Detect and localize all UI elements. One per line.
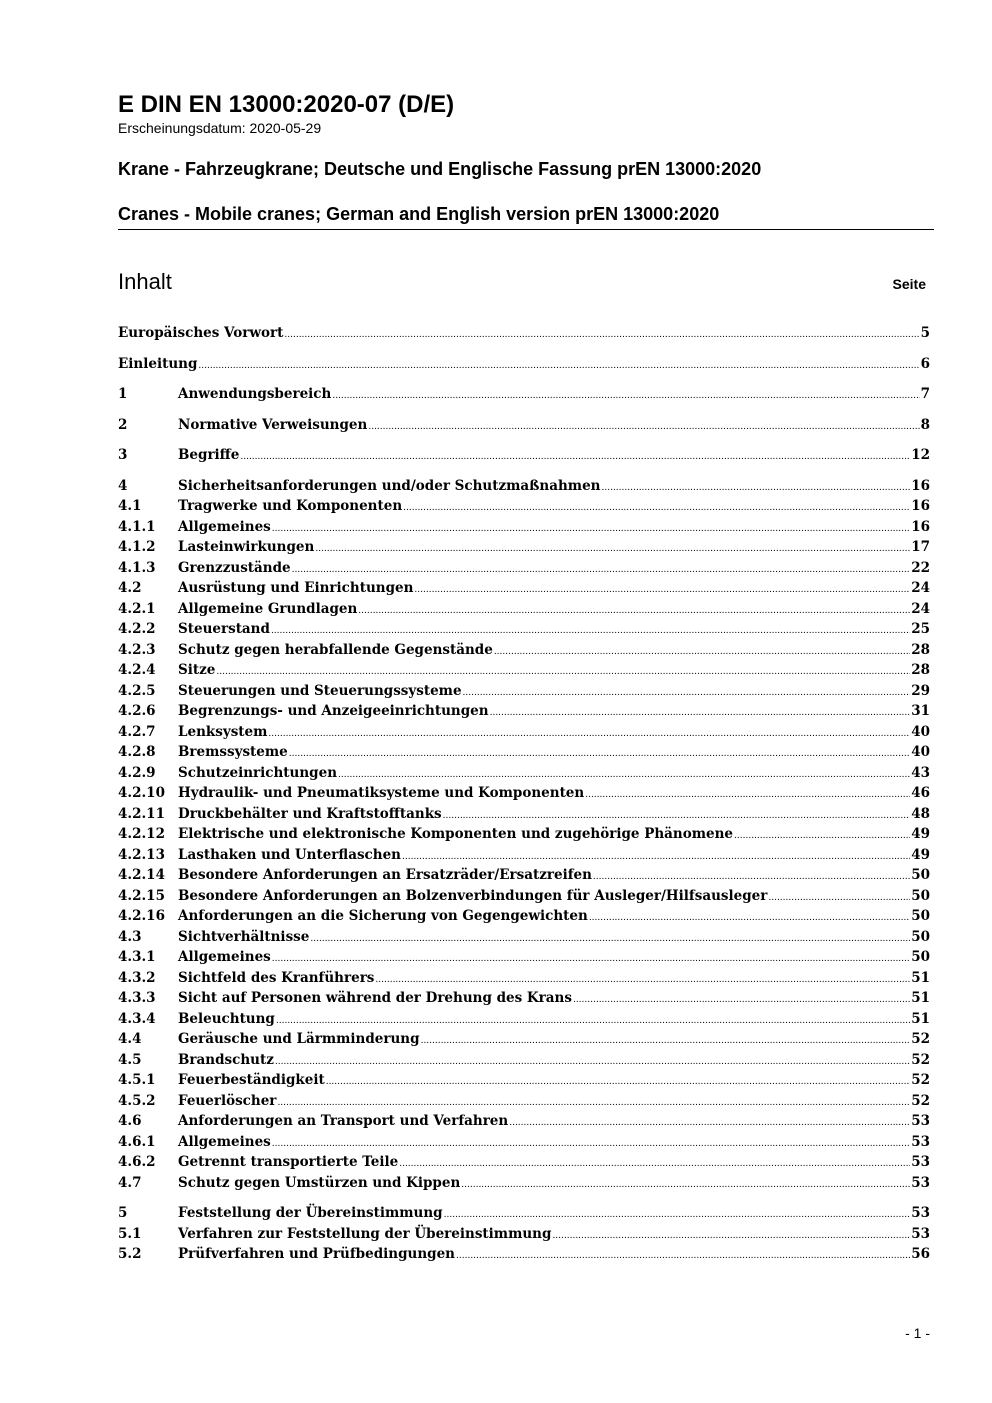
toc-dot-leader bbox=[276, 1011, 910, 1027]
toc-entry[interactable] bbox=[118, 1113, 930, 1134]
toc-entry-label: Besondere Anforderungen an Bolzenverbindungen für Ausleger/Hilfsausleger bbox=[178, 887, 768, 904]
toc-dot-leader bbox=[494, 642, 910, 658]
toc-dot-leader bbox=[443, 806, 911, 822]
toc-entry-page: 53 bbox=[911, 1225, 930, 1242]
toc-entry[interactable] bbox=[118, 447, 930, 468]
toc-dot-leader bbox=[284, 325, 919, 341]
toc-entry-page: 24 bbox=[911, 600, 930, 617]
toc-dot-leader bbox=[268, 724, 910, 740]
toc-entry-page: 51 bbox=[911, 1010, 930, 1027]
toc-entry-page: 25 bbox=[911, 621, 930, 637]
toc-entry[interactable] bbox=[118, 662, 930, 683]
toc-entry[interactable] bbox=[118, 990, 930, 1011]
toc-entry-label: Verfahren zur Feststellung der Übereinstimmung bbox=[178, 1225, 552, 1242]
toc-entry-number: 4.1 bbox=[118, 498, 142, 514]
toc-entry-label: Hydraulik- und Pneumatiksysteme und Komponenten bbox=[178, 785, 585, 801]
toc-entry-page: 43 bbox=[911, 764, 930, 781]
toc-entry-page: 53 bbox=[911, 1154, 930, 1170]
toc-entry-label: Begrenzungs- und Anzeigeeinrichtungen bbox=[178, 703, 489, 719]
toc-entry-label: Allgemeines bbox=[178, 518, 271, 535]
toc-entry-label: Europäisches Vorwort bbox=[118, 325, 284, 341]
toc-entry-label: Feuerlöscher bbox=[178, 1092, 277, 1109]
toc-entry[interactable] bbox=[118, 1205, 930, 1226]
toc-entry-label: Geräusche und Lärmminderung bbox=[178, 1031, 420, 1047]
toc-entry-label: Normative Verweisungen bbox=[178, 416, 368, 433]
toc-entry-number: 4.3 bbox=[118, 928, 142, 945]
toc-dot-leader bbox=[272, 1134, 910, 1150]
toc-entry-page: 53 bbox=[911, 1205, 930, 1221]
toc-entry-page: 52 bbox=[911, 1031, 930, 1047]
toc-entry-label: Schutz gegen Umstürzen und Kippen bbox=[178, 1174, 461, 1191]
toc-entry-label: Druckbehälter und Kraftstofftanks bbox=[178, 805, 442, 822]
toc-entry-page: 52 bbox=[911, 1072, 930, 1088]
toc-dot-leader bbox=[216, 662, 910, 678]
toc-dot-leader bbox=[240, 447, 910, 463]
toc-entry-number: 4.6 bbox=[118, 1113, 142, 1129]
toc-dot-leader bbox=[368, 417, 919, 433]
toc-entry[interactable] bbox=[118, 1246, 930, 1267]
toc-entry-number: 1 bbox=[118, 386, 128, 402]
toc-entry[interactable] bbox=[118, 621, 930, 642]
toc-entry[interactable] bbox=[118, 478, 930, 499]
toc-entry-page: 6 bbox=[920, 355, 930, 372]
toc-entry[interactable] bbox=[118, 847, 930, 868]
toc-entry-label: Bremssysteme bbox=[178, 744, 288, 760]
table-of-contents bbox=[118, 325, 930, 1267]
toc-entry-page: 53 bbox=[911, 1113, 930, 1129]
toc-entry[interactable] bbox=[118, 908, 930, 929]
toc-dot-leader bbox=[461, 1175, 910, 1191]
toc-entry[interactable] bbox=[118, 806, 930, 827]
toc-entry[interactable] bbox=[118, 1226, 930, 1247]
toc-entry-page: 52 bbox=[911, 1051, 930, 1068]
toc-entry-page: 40 bbox=[911, 744, 930, 760]
toc-entry[interactable] bbox=[118, 765, 930, 786]
toc-entry-page: 8 bbox=[920, 416, 930, 433]
toc-entry-number: 4.2.3 bbox=[118, 641, 156, 658]
toc-dot-leader bbox=[292, 560, 911, 576]
toc-entry-page: 51 bbox=[911, 990, 930, 1006]
toc-dot-leader bbox=[198, 356, 919, 372]
toc-entry-page: 31 bbox=[911, 703, 930, 719]
toc-entry-label: Steuerstand bbox=[178, 621, 270, 637]
toc-dot-leader bbox=[573, 990, 910, 1006]
toc-entry[interactable] bbox=[118, 1052, 930, 1073]
toc-entry-page: 24 bbox=[911, 580, 930, 596]
toc-entry-label: Sitze bbox=[178, 662, 216, 678]
toc-entry-number: 2 bbox=[118, 416, 128, 433]
toc-entry-number: 4.7 bbox=[118, 1174, 142, 1191]
toc-entry-number: 4.2 bbox=[118, 580, 142, 596]
toc-entry-page: 29 bbox=[911, 682, 930, 699]
toc-entry[interactable] bbox=[118, 560, 930, 581]
toc-entry-label: Allgemeines bbox=[178, 1133, 271, 1150]
toc-dot-leader bbox=[272, 949, 910, 965]
toc-dot-leader bbox=[444, 1205, 911, 1221]
toc-entry-label: Besondere Anforderungen an Ersatzräder/Ersatzreifen bbox=[178, 867, 592, 883]
page-number: - 1 - bbox=[905, 1325, 930, 1341]
toc-entry-page: 50 bbox=[911, 867, 930, 883]
toc-dot-leader bbox=[375, 970, 910, 986]
toc-dot-leader bbox=[490, 703, 911, 719]
toc-entry-label: Ausrüstung und Einrichtungen bbox=[178, 580, 414, 596]
toc-entry-page: 28 bbox=[911, 641, 930, 658]
toc-entry-page: 53 bbox=[911, 1174, 930, 1191]
toc-entry-number: 4.1.3 bbox=[118, 559, 156, 576]
toc-entry[interactable] bbox=[118, 724, 930, 745]
toc-entry-label: Lasteinwirkungen bbox=[178, 539, 315, 555]
toc-entry-page: 17 bbox=[911, 539, 930, 555]
toc-entry-label: Feuerbeständigkeit bbox=[178, 1072, 325, 1088]
toc-entry-page: 48 bbox=[911, 805, 930, 822]
toc-entry-page: 49 bbox=[911, 846, 930, 863]
toc-entry[interactable] bbox=[118, 386, 930, 407]
toc-entry[interactable] bbox=[118, 1072, 930, 1093]
toc-entry[interactable] bbox=[118, 580, 930, 601]
toc-entry-number: 4.2.1 bbox=[118, 600, 156, 617]
toc-entry-label: Prüfverfahren und Prüfbedingungen bbox=[178, 1246, 456, 1262]
toc-entry-number: 4.6.1 bbox=[118, 1133, 156, 1150]
toc-entry-label: Sicherheitsanforderungen und/oder Schutzmaßnahmen bbox=[178, 477, 601, 494]
toc-entry-page: 49 bbox=[911, 826, 930, 842]
toc-entry-page: 5 bbox=[920, 325, 930, 341]
toc-entry-page: 7 bbox=[920, 386, 930, 402]
toc-entry[interactable] bbox=[118, 703, 930, 724]
toc-dot-leader bbox=[602, 478, 911, 494]
toc-entry[interactable] bbox=[118, 826, 930, 847]
toc-dot-leader bbox=[358, 601, 910, 617]
toc-entry-number: 4.2.9 bbox=[118, 764, 156, 781]
toc-dot-leader bbox=[734, 826, 910, 842]
toc-dot-leader bbox=[509, 1113, 910, 1129]
title-english: Cranes - Mobile cranes; German and English version prEN 13000:2020 bbox=[118, 204, 720, 224]
toc-entry-label: Grenzzustände bbox=[178, 559, 291, 576]
toc-dot-leader bbox=[589, 908, 910, 924]
toc-entry[interactable] bbox=[118, 970, 930, 991]
toc-entry-page: 22 bbox=[911, 559, 930, 576]
title-german: Krane - Fahrzeugkrane; Deutsche und Englische Fassung prEN 13000:2020 bbox=[118, 159, 762, 179]
toc-entry-label: Getrennt transportierte Teile bbox=[178, 1154, 399, 1170]
toc-entry-number: 4.2.8 bbox=[118, 744, 156, 760]
toc-entry-label: Brandschutz bbox=[178, 1051, 274, 1068]
toc-entry-number: 4.5.1 bbox=[118, 1072, 156, 1088]
toc-entry[interactable] bbox=[118, 325, 930, 346]
toc-dot-leader bbox=[315, 539, 910, 555]
toc-dot-leader bbox=[768, 888, 910, 904]
toc-dot-leader bbox=[456, 1246, 910, 1262]
toc-entry[interactable] bbox=[118, 1134, 930, 1155]
toc-entry[interactable] bbox=[118, 519, 930, 540]
toc-dot-leader bbox=[338, 765, 910, 781]
toc-entry-label: Allgemeines bbox=[178, 949, 271, 965]
publication-date: Erscheinungsdatum: 2020-05-29 bbox=[118, 120, 322, 136]
toc-entry-number: 3 bbox=[118, 447, 128, 463]
toc-entry[interactable] bbox=[118, 498, 930, 519]
toc-entry-label: Sichtfeld des Kranführers bbox=[178, 969, 375, 986]
toc-entry-number: 4.2.13 bbox=[118, 846, 165, 863]
toc-entry[interactable] bbox=[118, 1093, 930, 1114]
toc-entry-number: 4.2.10 bbox=[118, 785, 165, 801]
document-id: E DIN EN 13000:2020-07 (D/E) bbox=[118, 91, 455, 118]
toc-dot-leader bbox=[593, 867, 910, 883]
toc-entry-page: 51 bbox=[911, 969, 930, 986]
toc-entry-page: 16 bbox=[911, 477, 930, 494]
toc-dot-leader bbox=[403, 498, 910, 514]
document-header bbox=[118, 90, 934, 224]
toc-entry[interactable] bbox=[118, 1175, 930, 1196]
toc-entry-page: 28 bbox=[911, 662, 930, 678]
toc-dot-leader bbox=[552, 1226, 910, 1242]
toc-entry-label: Sicht auf Personen während der Drehung des Krans bbox=[178, 990, 572, 1006]
toc-entry-page: 56 bbox=[911, 1246, 930, 1262]
toc-entry-number: 5 bbox=[118, 1205, 128, 1221]
toc-entry-label: Anwendungsbereich bbox=[178, 386, 332, 402]
header-divider bbox=[118, 229, 934, 230]
toc-entry[interactable] bbox=[118, 1031, 930, 1052]
toc-entry-page: 53 bbox=[911, 1133, 930, 1150]
toc-dot-leader bbox=[463, 683, 911, 699]
toc-entry-label: Beleuchtung bbox=[178, 1010, 275, 1027]
toc-entry-label: Allgemeine Grundlagen bbox=[178, 600, 358, 617]
toc-entry[interactable] bbox=[118, 601, 930, 622]
toc-entry-label: Anforderungen an Transport und Verfahren bbox=[178, 1113, 509, 1129]
toc-entry[interactable] bbox=[118, 539, 930, 560]
toc-entry-number: 4.2.7 bbox=[118, 723, 156, 740]
toc-entry-label: Anforderungen an die Sicherung von Gegengewichten bbox=[178, 908, 588, 924]
toc-dot-leader bbox=[399, 1154, 910, 1170]
toc-dot-leader bbox=[289, 744, 910, 760]
toc-dot-leader bbox=[421, 1031, 911, 1047]
toc-entry[interactable] bbox=[118, 744, 930, 765]
toc-dot-leader bbox=[414, 580, 910, 596]
toc-entry-label: Begriffe bbox=[178, 447, 240, 463]
toc-dot-leader bbox=[332, 386, 919, 402]
toc-entry-number: 4.2.15 bbox=[118, 887, 165, 904]
toc-entry-number: 5.2 bbox=[118, 1246, 142, 1262]
toc-entry-page: 12 bbox=[911, 447, 930, 463]
toc-entry-number: 4 bbox=[118, 477, 128, 494]
toc-entry[interactable] bbox=[118, 642, 930, 663]
toc-entry-page: 16 bbox=[911, 518, 930, 535]
toc-entry[interactable] bbox=[118, 949, 930, 970]
toc-entry-label: Lenksystem bbox=[178, 723, 268, 740]
toc-entry-page: 50 bbox=[911, 887, 930, 904]
toc-entry-label: Einleitung bbox=[118, 355, 198, 372]
toc-entry-label: Tragwerke und Komponenten bbox=[178, 498, 403, 514]
toc-entry-number: 4.2.5 bbox=[118, 682, 156, 699]
toc-entry-page: 50 bbox=[911, 908, 930, 924]
toc-dot-leader bbox=[271, 621, 910, 637]
toc-entry-page: 16 bbox=[911, 498, 930, 514]
toc-entry-number: 4.1.1 bbox=[118, 518, 156, 535]
toc-entry-number: 4.3.4 bbox=[118, 1010, 156, 1027]
toc-entry[interactable] bbox=[118, 1154, 930, 1175]
toc-entry-number: 4.2.2 bbox=[118, 621, 156, 637]
toc-entry[interactable] bbox=[118, 417, 930, 438]
toc-entry[interactable] bbox=[118, 1011, 930, 1032]
toc-dot-leader bbox=[275, 1052, 910, 1068]
toc-entry-number: 4.2.6 bbox=[118, 703, 156, 719]
toc-entry-page: 46 bbox=[911, 785, 930, 801]
toc-entry-number: 4.5 bbox=[118, 1051, 142, 1068]
toc-entry-number: 4.3.1 bbox=[118, 949, 156, 965]
toc-entry-page: 40 bbox=[911, 723, 930, 740]
toc-entry-number: 4.3.2 bbox=[118, 969, 156, 986]
toc-entry-number: 4.5.2 bbox=[118, 1092, 156, 1109]
toc-dot-leader bbox=[277, 1093, 910, 1109]
toc-entry-page: 50 bbox=[911, 928, 930, 945]
toc-entry-number: 4.6.2 bbox=[118, 1154, 156, 1170]
toc-entry-number: 4.2.12 bbox=[118, 826, 165, 842]
toc-page-column-label: Seite bbox=[892, 276, 926, 292]
toc-entry[interactable] bbox=[118, 785, 930, 806]
toc-entry-number: 5.1 bbox=[118, 1225, 142, 1242]
toc-entry-label: Feststellung der Übereinstimmung bbox=[178, 1205, 443, 1221]
toc-entry[interactable] bbox=[118, 683, 930, 704]
toc-dot-leader bbox=[272, 519, 910, 535]
toc-entry[interactable] bbox=[118, 888, 930, 909]
toc-entry-page: 52 bbox=[911, 1092, 930, 1109]
toc-title: Inhalt bbox=[118, 269, 172, 294]
toc-entry[interactable] bbox=[118, 929, 930, 950]
toc-entry-label: Sichtverhältnisse bbox=[178, 928, 310, 945]
toc-entry-label: Elektrische und elektronische Komponenten und zugehörige Phänomene bbox=[178, 826, 734, 842]
toc-dot-leader bbox=[326, 1072, 911, 1088]
toc-entry-label: Schutzeinrichtungen bbox=[178, 764, 338, 781]
toc-entry-number: 4.1.2 bbox=[118, 539, 156, 555]
toc-header bbox=[118, 268, 926, 298]
toc-entry-label: Schutz gegen herabfallende Gegenstände bbox=[178, 641, 493, 658]
toc-entry[interactable] bbox=[118, 356, 930, 377]
toc-dot-leader bbox=[402, 847, 910, 863]
toc-entry-page: 50 bbox=[911, 949, 930, 965]
toc-dot-leader bbox=[585, 785, 910, 801]
toc-entry-number: 4.2.4 bbox=[118, 662, 156, 678]
toc-entry-number: 4.4 bbox=[118, 1031, 142, 1047]
toc-dot-leader bbox=[310, 929, 910, 945]
toc-entry-label: Lasthaken und Unterflaschen bbox=[178, 846, 401, 863]
toc-entry[interactable] bbox=[118, 867, 930, 888]
toc-entry-number: 4.2.16 bbox=[118, 908, 165, 924]
toc-entry-label: Steuerungen und Steuerungssysteme bbox=[178, 682, 462, 699]
toc-entry-number: 4.2.14 bbox=[118, 867, 165, 883]
toc-entry-number: 4.2.11 bbox=[118, 805, 165, 822]
toc-entry-number: 4.3.3 bbox=[118, 990, 156, 1006]
